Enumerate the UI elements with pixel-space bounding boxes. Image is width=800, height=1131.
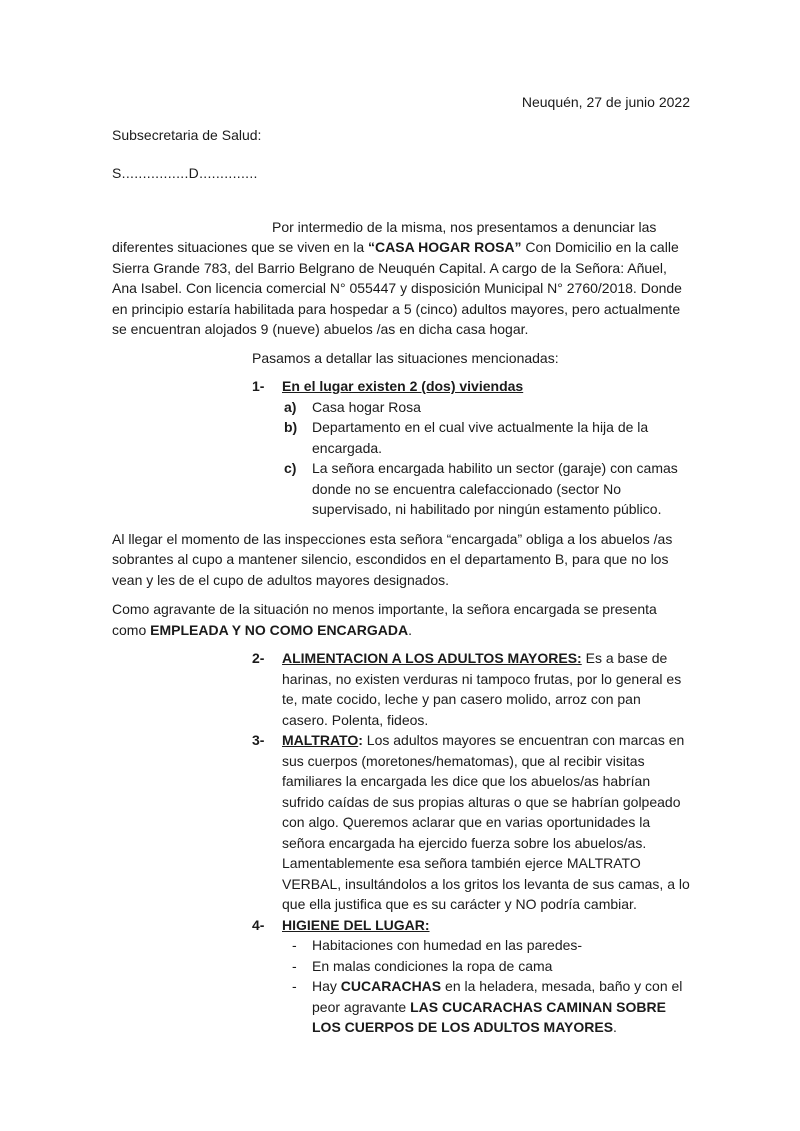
dash-item-3-marker: - [292, 978, 297, 994]
sub-item-b-marker: b) [284, 419, 298, 435]
sub-item-b-text: Departamento en el cual vive actualmente la hija de la encargada. [312, 419, 649, 456]
list-item-1-body [282, 376, 690, 520]
dash-item-3-text: Hay CUCARACHAS en la heladera, mesada, baño y con el peor agravante LAS CUCARACHAS CAMINAN SOBRE LOS CUERPOS DE LOS ADULTOS MAYORES. [312, 978, 683, 1035]
inspections-paragraph: Al llegar el momento de las inspecciones esta señora “encargada” obliga a los abuelos /as sobrantes al cupo a mantener silencio, escondidos en el departamento B, para que no los vean y les de el cupo de adultos mayores designados. [112, 530, 673, 588]
date-line: Neuquén, 27 de junio 2022 [521, 94, 690, 110]
dash-item-2 [292, 956, 690, 977]
dash-item-3 [292, 976, 690, 1038]
dash-item-1-marker: - [292, 937, 297, 953]
list-item-4-marker: 4- [252, 916, 265, 933]
list-item-2-marker: 2- [252, 650, 265, 666]
sub-item-c-text: La señora encargada habilito un sector (garaje) con camas donde no se encuentra calefaccionado (sector No supervisado, ni habilitado por ningún estamento público. [312, 460, 678, 517]
list-item-2-text: ALIMENTACION A LOS ADULTOS MAYORES: Es a base de harinas, no existen verduras ni tampoco frutas, por lo general es te, mate cocido, leche y pan casero molido, arroz con pan casero. Polenta, fideos. [282, 650, 682, 728]
list-item-1 [252, 376, 690, 520]
list-item-4-body [282, 915, 690, 1038]
dash-item-1-text: Habitaciones con humedad en las paredes- [312, 937, 583, 953]
aggravating-paragraph: Como agravante de la situación no menos importante, la señora encargada se presenta como EMPLEADA Y NO COMO ENCARGADA. [112, 601, 657, 638]
list-item-3-text: MALTRATO: Los adultos mayores se encuentran con marcas en sus cuerpos (moretones/hematomas), que al recibir visitas familiares la encargada les dice que los abuelos/as habrían sufrido caídas de sus propias alturas o que se habrían golpeado con algo. Queremos aclarar que en varias oportunidades la señora encargada ha ejercido fuerza sobre los abuelos/as. Lamentablemente esa señora también ejerce MALTRATO VERBAL, insultándolos a los gritos los levanta de sus camas, a lo que ella justifica que es su carácter y NO podría cambiar. [282, 732, 690, 912]
list-item-1-marker: 1- [252, 378, 265, 394]
dash-item-1 [292, 935, 690, 956]
list-item-1-heading: En el lugar existen 2 (dos) viviendas [282, 378, 524, 394]
sub-item-b [284, 417, 690, 458]
list-item-4-heading: HIGIENE DEL LUGAR: [282, 916, 430, 933]
dash-item-2-text: En malas condiciones la ropa de cama [312, 957, 553, 974]
dash-item-2-marker: - [292, 957, 297, 974]
intro-paragraph: Por intermedio de la misma, nos presentamos a denunciar las diferentes situaciones que se viven en la “CASA HOGAR ROSA” Con Domicilio en la calle Sierra Grande 783, del Barrio Belgrano de Neuquén Capital. A cargo de la Señora: Añuel, Ana Isabel. Con licencia comercial N° 055447 y disposición Municipal N° 2760/2018. Donde en principio estaría habilitada para hospedar a 5 (cinco) adultos mayores, pero actualmente se encuentran alojados 9 (nueve) abuelos /as en dicha casa hogar. [112, 218, 682, 337]
sub-item-c [284, 458, 690, 520]
list-item-3 [252, 730, 690, 915]
salutation-line: S................D.............. [112, 165, 258, 181]
sub-item-c-marker: c) [284, 460, 297, 476]
sub-item-a-text: Casa hogar Rosa [312, 398, 421, 415]
recipient-line: Subsecretaria de Salud: [112, 126, 262, 143]
list-item-2 [252, 648, 690, 730]
list-item-3-marker: 3- [252, 732, 265, 748]
list-item-4 [252, 915, 690, 1038]
sub-item-a-marker: a) [284, 398, 297, 415]
list-intro: Pasamos a detallar las situaciones mencionadas: [252, 349, 559, 366]
sub-item-a [284, 397, 690, 418]
